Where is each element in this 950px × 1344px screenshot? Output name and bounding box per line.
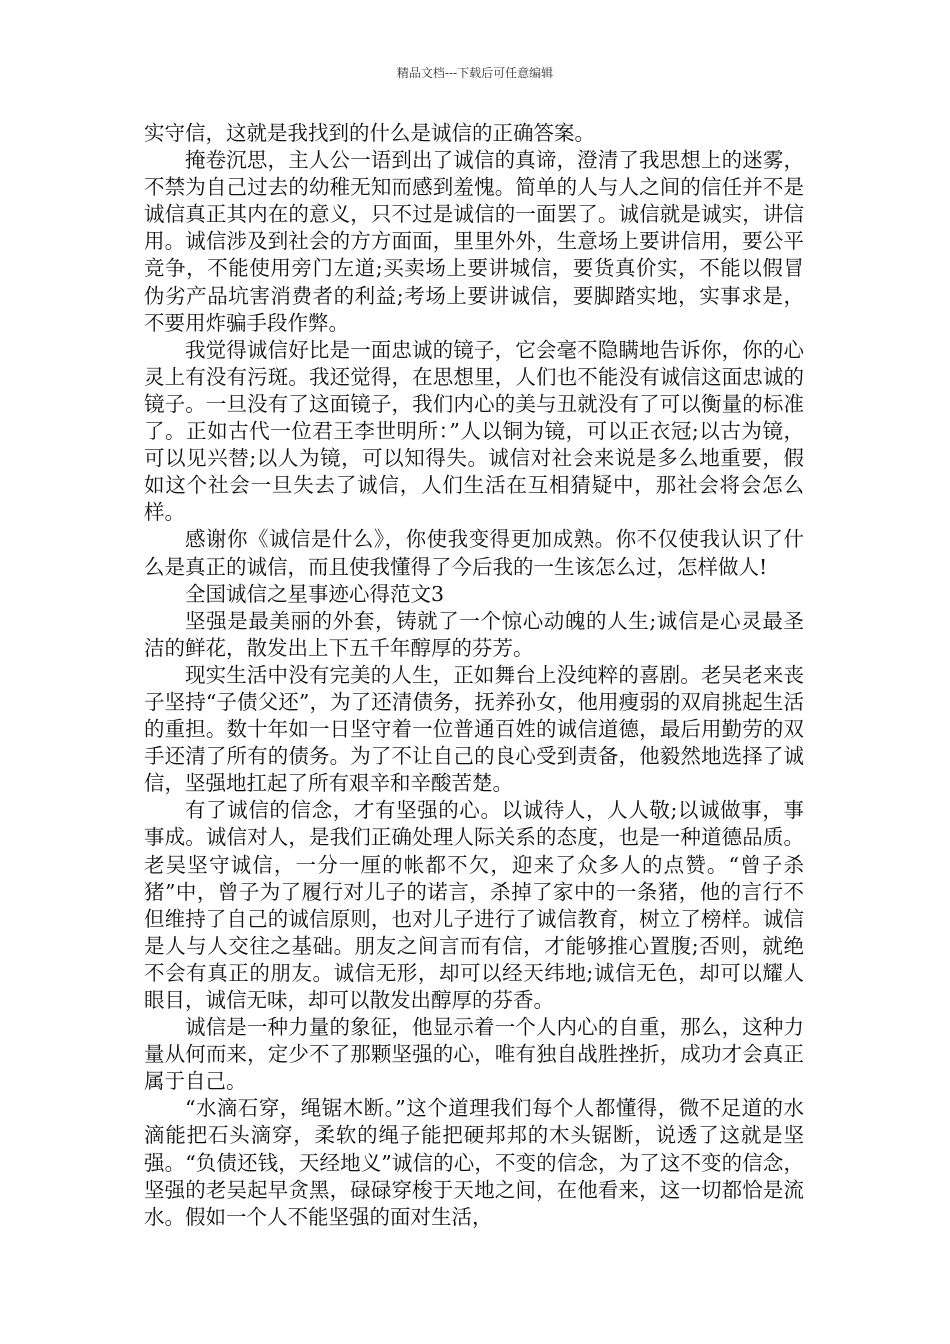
paragraph: 现实生活中没有完美的人生，正如舞台上没纯粹的喜剧。老吴老来丧子坚持“子债父还”，为了还清债务，抚养孙女，他用瘦弱的双肩挑起生活的重担。数十年如一日坚守着一位普通百姓的诚信道德，最后用勤劳的双手还清了所有的债务。为了不让自己的良心受到责备，他毅然地选择了诚信，坚强地扛起了所有艰辛和辛酸苦楚。 [144, 662, 804, 796]
paragraph: 坚强是最美丽的外套，铸就了一个惊心动魄的人生;诚信是心灵最圣洁的鲜花，散发出上下五千年醇厚的芬芳。 [144, 608, 804, 660]
section-heading: 全国诚信之星事迹心得范文3 [185, 581, 445, 606]
paragraph: 感谢你《诚信是什么》，你使我变得更加成熟。你不仅使我认识了什么是真正的诚信，而且使我懂得了今后我的一生该怎么过，怎样做人! [144, 527, 804, 579]
paragraph: 实守信，这就是我找到的什么是诚信的正确答案。 [144, 121, 595, 145]
page-header: 精品文档---下载后可任意编辑 [396, 66, 554, 80]
paragraph: 诚信是一种力量的象征，他显示着一个人内心的自重，那么，这种力量从何而来，定少不了那颗坚强的心，唯有独自战胜挫折，成功才会真正属于自己。 [144, 1015, 804, 1094]
paragraph: 我觉得诚信好比是一面忠诚的镜子，它会毫不隐瞒地告诉你，你的心灵上有没有污斑。我还觉得，在思想里，人们也不能没有诚信这面忠诚的镜子。一旦没有了这面镜子，我们内心的美与丑就没有了可以衡量的标准了。正如古代一位君王李世明所：”人以铜为镜，可以正衣冠;以古为镜，可以见兴替;以人为镜，可以知得失。诚信对社会来说是多么地重要，假如这个社会一旦失去了诚信，人们生活在互相猜疑中，那社会将会怎么样。 [144, 337, 804, 525]
paragraph: 有了诚信的信念，才有坚强的心。以诚待人，人人敬;以诚做事，事事成。诚信对人，是我们正确处理人际关系的态度，也是一种道德品质。老吴坚守诚信，一分一厘的帐都不欠，迎来了众多人的点赞。“曾子杀猪”中，曾子为了履行对儿子的诺言，杀掉了家中的一条猪，他的言行不但维持了自己的诚信原则，也对儿子进行了诚信教育，树立了榜样。诚信是人与人交往之基础。朋友之间言而有信，才能够推心置腹;否则，就绝不会有真正的朋友。诚信无形，却可以经天纬地;诚信无色，却可以耀人眼目，诚信无味，却可以散发出醇厚的芬香。 [144, 798, 804, 1012]
paragraph: “水滴石穿，绳锯木断。”这个道理我们每个人都懂得，微不足道的水滴能把石头滴穿，柔软的绳子能把硬邦邦的木头锯断，说透了这就是坚强。“负债还钱，天经地义”诚信的心，不变的信念，为了这不变的信念，坚强的老吴起早贪黑，碌碌穿梭于天地之间，在他看来，这一切都恰是流水。假如一个人不能坚强的面对生活， [144, 1096, 804, 1229]
paragraph: 掩卷沉思，主人公一语到出了诚信的真谛，澄清了我思想上的迷雾，不禁为自己过去的幼稚无知而感到羞愧。简单的人与人之间的信任并不是诚信真正其内在的意义，只不过是诚信的一面罢了。诚信就是诚实，讲信用。诚信涉及到社会的方方面面，里里外外，生意场上要讲信用，要公平竞争，不能使用旁门左道;买卖场上要讲城信，要货真价实，不能以假冒伪劣产品坑害消费者的利益;考场上要讲诚信，要脚踏实地，实事求是，不要用炸骗手段作弊。 [144, 148, 804, 335]
document-body [144, 120, 804, 1231]
